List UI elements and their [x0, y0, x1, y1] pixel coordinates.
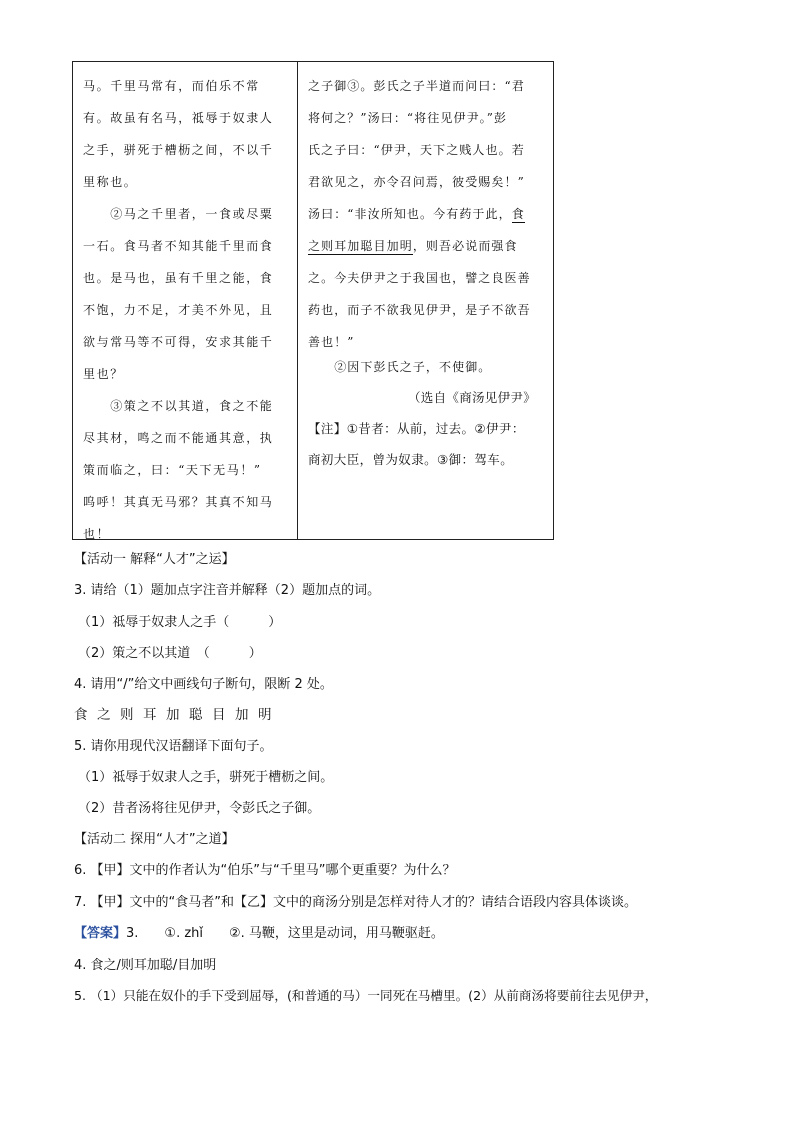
- passage-line: 之手，骈死于槽枥之间，不以千: [83, 143, 274, 157]
- question-4: 4. 请用“/”给文中画线句子断句，限断 2 处。: [74, 677, 333, 692]
- underlined-text: 食: [511, 207, 525, 221]
- passage-line: 一石。食马者不知其能千里而食: [83, 239, 274, 253]
- passage-line: 也。是马也，虽有千里之能，食: [83, 271, 274, 285]
- passage-line: 有。故虽有名马，祗辱于奴隶人: [83, 111, 274, 125]
- passage-text: ，则吾必说而强食: [412, 239, 518, 253]
- question-5-item-2: （2）昔者汤将往见伊尹，令彭氏之子御。: [78, 801, 321, 816]
- passage-line: ②因下彭氏之子，不使御。: [308, 360, 492, 374]
- passage-line: ③策之不以其道，食之不能: [83, 399, 274, 413]
- passage-line: 善也！”: [308, 335, 355, 349]
- passage-table: [72, 61, 554, 540]
- passage-text: 汤曰：“非汝所知也。今有药于此，: [308, 207, 512, 221]
- passage-note: 商初大臣，曾为奴隶。③御：驾车。: [308, 452, 514, 467]
- question-5-item-1: （1）祗辱于奴隶人之手，骈死于槽枥之间。: [78, 770, 334, 785]
- answer-3: [74, 922, 444, 941]
- question-3-item-1: （1）祗辱于奴隶人之手（ ）: [78, 615, 282, 630]
- passage-source: （选自《商汤见伊尹》: [408, 390, 537, 405]
- answer-5: 5. （1）只能在奴仆的手下受到屈辱，(和普通的马）一同死在马槽里。(2）从前商汤将要前往去见伊尹，: [74, 988, 658, 1003]
- passage-line: 之子御③。彭氏之子半道而问曰：“君: [308, 79, 525, 93]
- passage-line: 马。千里马常有，而伯乐不常: [83, 79, 260, 93]
- passage-line: 策而临之，曰：“天下无马！”: [83, 463, 262, 477]
- answer-tag: 【答案】: [74, 926, 127, 941]
- question-4-sentence: 食之则耳加聪目加明: [74, 707, 281, 723]
- question-3: 3. 请给（1）题加点字注音并解释（2）题加点的词。: [74, 583, 381, 598]
- passage-line: 将何之？”汤曰：“将往见伊尹。”彭: [308, 111, 508, 125]
- passage-line: 呜呼！其真无马邪？其真不知马: [83, 495, 274, 509]
- passage-line: 欲与常马等不可得，安求其能千: [83, 335, 274, 349]
- activity-heading: 【活动一 解释“人才”之运】: [74, 552, 235, 567]
- passage-line: 里也？: [83, 367, 124, 381]
- passage-line: 君欲见之，亦令召问焉，彼受赐矣！”: [308, 175, 525, 189]
- passage-line: [308, 237, 518, 254]
- question-7: 7. 【甲】文中的“食马者”和【乙】文中的商汤分别是怎样对待人才的？请结合语段内容具体谈谈。: [74, 895, 638, 910]
- passage-line: ②马之千里者，一食或尽粟: [83, 207, 274, 221]
- passage-line: 氏之子曰：“伊尹，天下之贱人也。若: [308, 143, 525, 157]
- question-6: 6. 【甲】文中的作者认为“伯乐”与“千里马”哪个更重要？为什么？: [74, 863, 456, 878]
- passage-line: [308, 205, 525, 222]
- answer-text: 3. ①. zhǐ ②. 马鞭，这里是动词，用马鞭驱赶。: [126, 926, 444, 941]
- column-divider: [297, 62, 298, 539]
- activity-heading: 【活动二 探用“人才”之道】: [74, 832, 235, 847]
- question-5: 5. 请你用现代汉语翻译下面句子。: [74, 739, 273, 754]
- passage-line: 之。今夫伊尹之于我国也，譬之良医善: [308, 271, 531, 285]
- answer-4: 4. 食之/则耳加聪/目加明: [74, 958, 217, 973]
- passage-note: 【注】①昔者：从前，过去。②伊尹：: [308, 421, 525, 436]
- passage-line: 尽其材，鸣之而不能通其意，执: [83, 431, 274, 445]
- underlined-sentence: 之则耳加聪目加明: [308, 239, 413, 253]
- passage-line: 里称也。: [83, 175, 138, 189]
- passage-line: 不饱，力不足，才美不外见，且: [83, 303, 274, 317]
- question-3-item-2: （2）策之不以其道 （ ）: [78, 646, 262, 661]
- passage-line: 也！: [83, 527, 111, 541]
- passage-line: 药也，而子不欲我见伊尹，是子不欲吾: [308, 303, 531, 317]
